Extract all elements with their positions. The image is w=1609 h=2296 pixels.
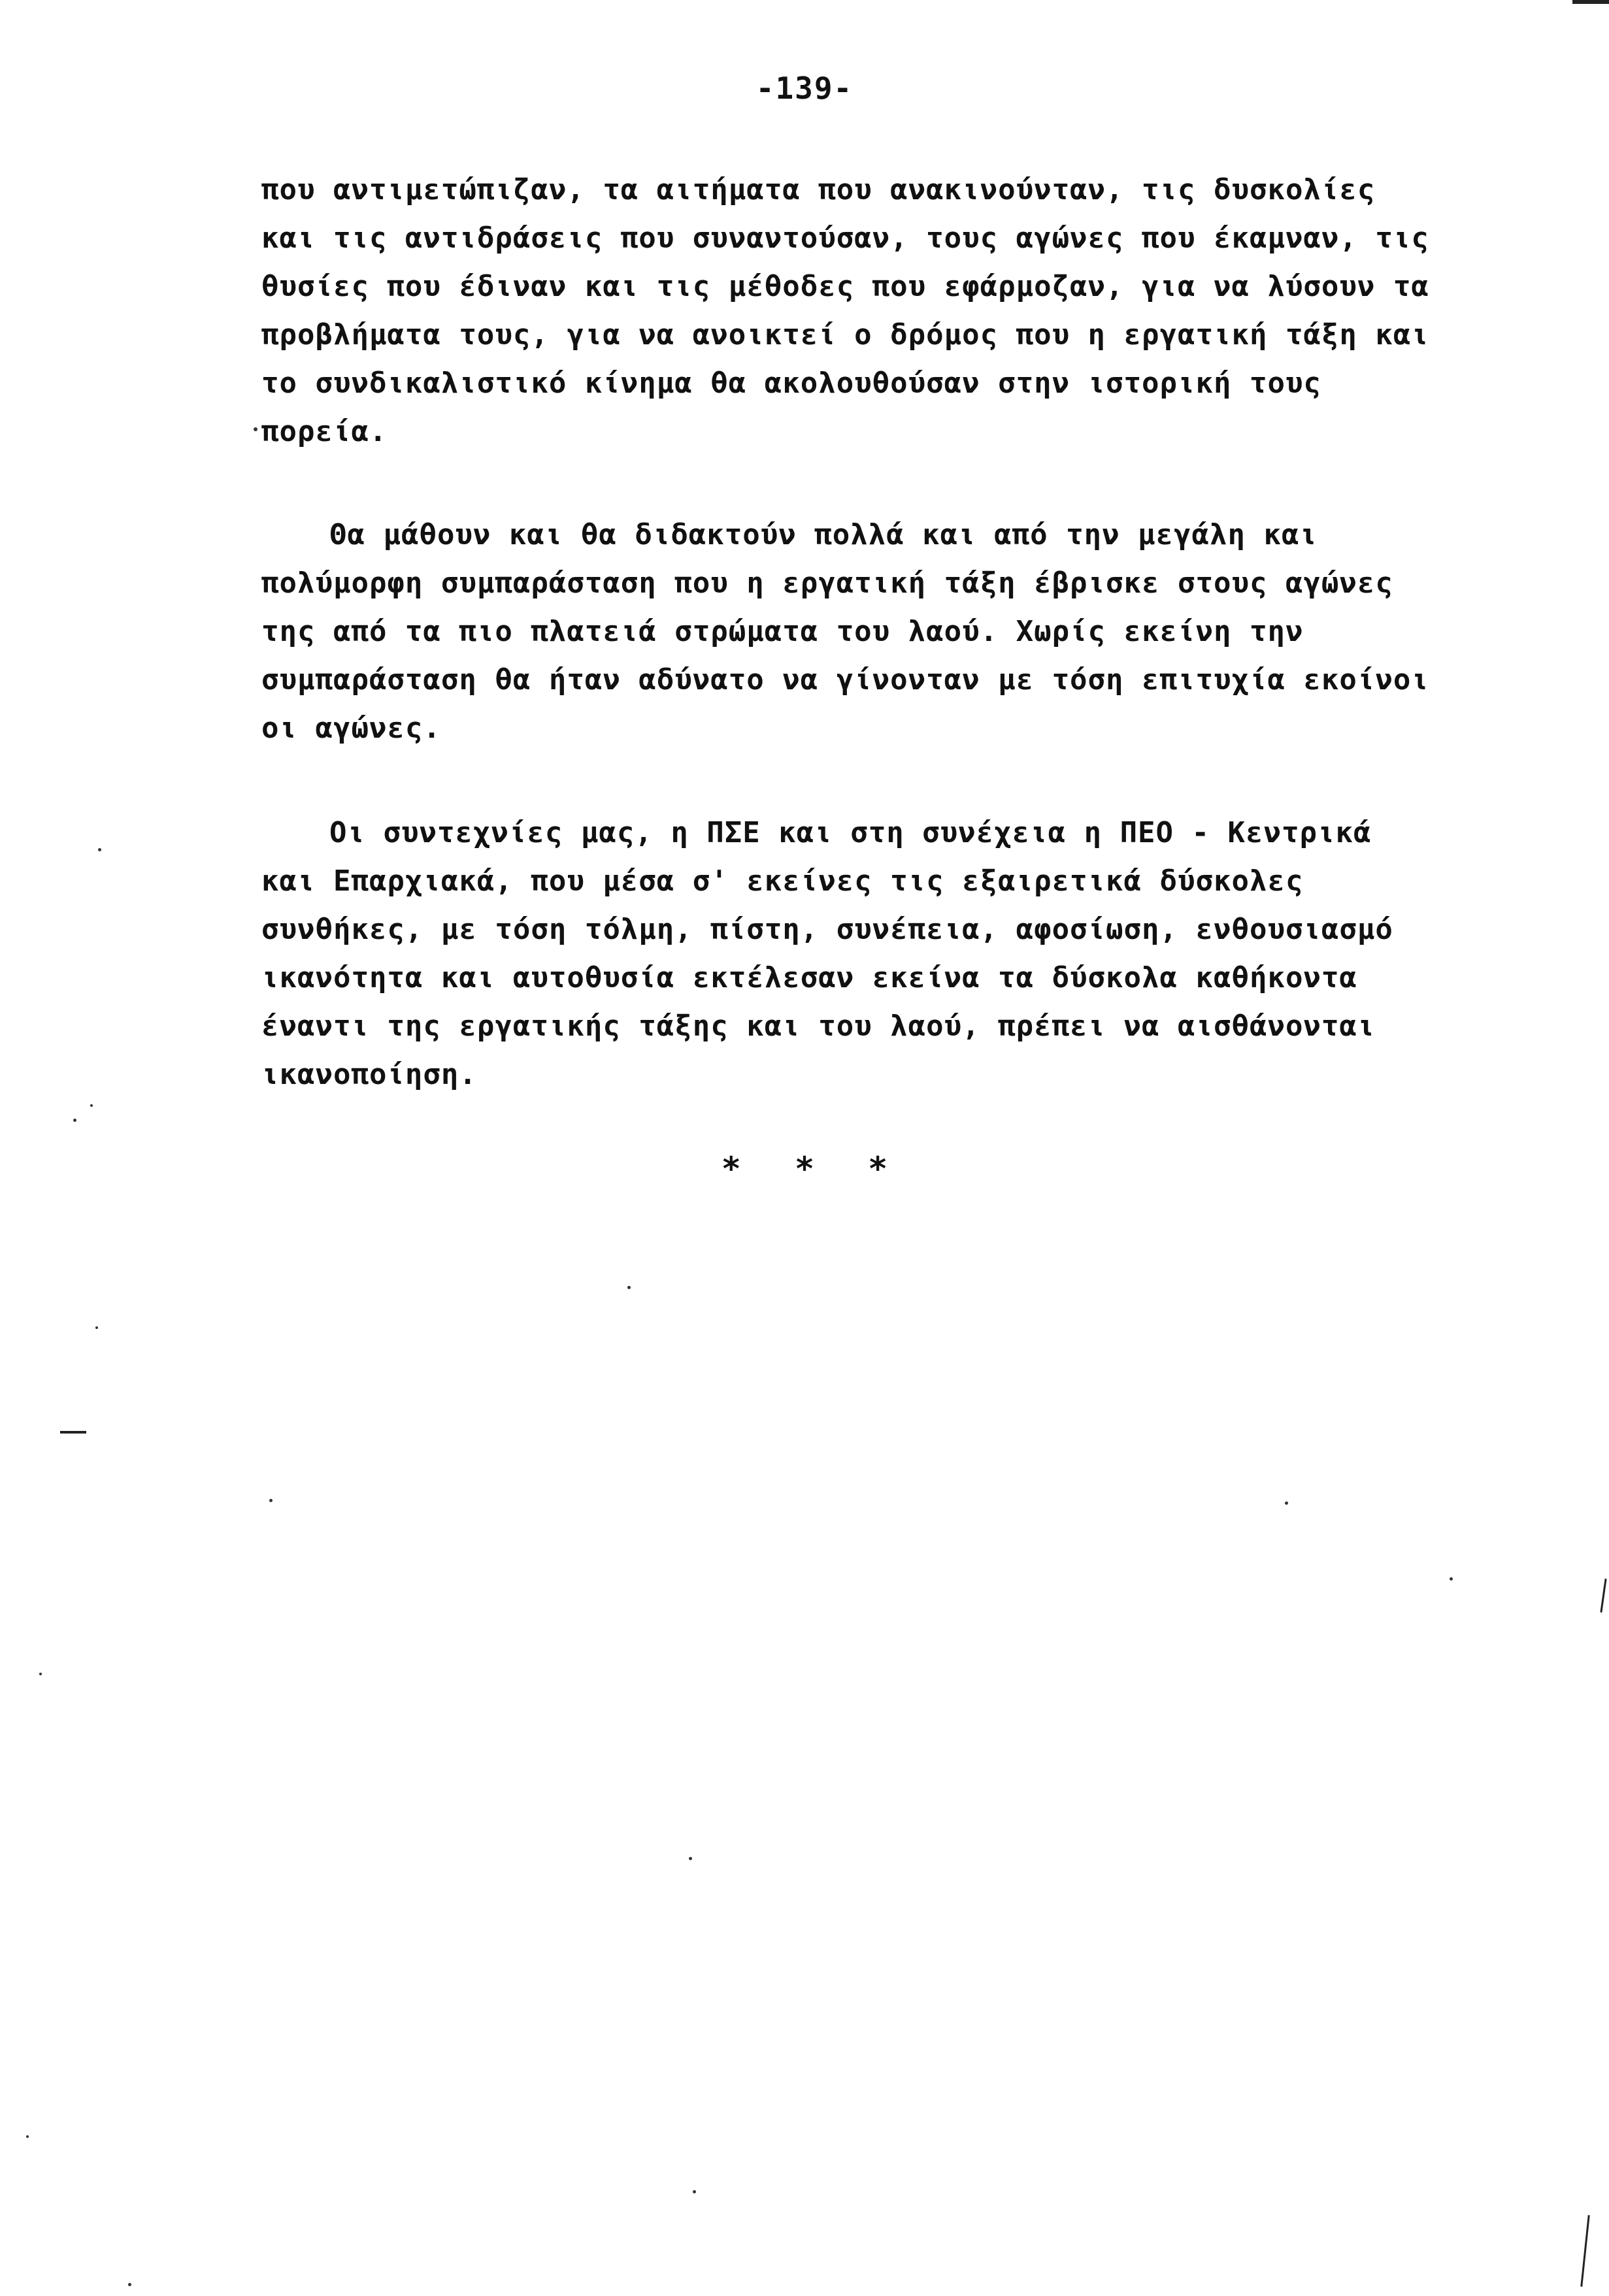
paragraph-line: έναντι της εργατικής τάξης και του λαού, πρέπει να αισθάνονται	[261, 1009, 1376, 1043]
scan-speck	[693, 2190, 696, 2193]
paragraph-3	[261, 809, 1393, 1099]
scan-speck	[627, 1286, 631, 1289]
paragraph-1	[261, 166, 1429, 456]
scan-speck	[26, 2135, 29, 2138]
paragraph-line: θυσίες που έδιναν και τις μέθοδες που εφάρμοζαν, για να λύσουν τα	[261, 270, 1429, 303]
scan-speck	[98, 848, 101, 851]
paragraph-line: Θα μάθουν και θα διδακτούν πολλά και από την μεγάλη και	[329, 518, 1318, 551]
scan-mark	[1580, 2215, 1589, 2287]
scan-speck	[90, 1104, 93, 1107]
scan-speck	[39, 1673, 42, 1675]
scan-mark	[1600, 1579, 1606, 1613]
paragraph-line: και τις αντιδράσεις που συναντούσαν, τους αγώνες που έκαμναν, τις	[261, 221, 1429, 255]
scan-speck	[73, 1119, 76, 1122]
paragraph-line: προβλήματα τους, για να ανοικτεί ο δρόμος που η εργατική τάξη και	[261, 318, 1429, 352]
scan-speck	[1285, 1501, 1288, 1505]
paragraph-line: το συνδικαλιστικό κίνημα θα ακολουθούσαν στην ιστορική τους	[261, 367, 1321, 400]
paragraph-line: ικανοποίηση.	[261, 1058, 477, 1091]
paragraph-line: συνθήκες, με τόση τόλμη, πίστη, συνέπεια, αφοσίωση, ενθουσιασμό	[261, 913, 1393, 946]
scan-speck	[128, 2283, 131, 2286]
scan-speck	[689, 1857, 692, 1860]
page-number: -139-	[755, 71, 854, 106]
paragraph-line: Οι συντεχνίες μας, η ΠΣΕ και στη συνέχεια η ΠΕΟ - Κεντρικά	[329, 816, 1372, 849]
scan-speck	[95, 1326, 98, 1329]
paragraph-line: της από τα πιο πλατειά στρώματα του λαού. Χωρίς εκείνη την	[261, 615, 1304, 648]
scan-mark	[1572, 0, 1609, 4]
paragraph-line: και Επαρχιακά, που μέσα σ' εκείνες τις εξαιρετικά δύσκολες	[261, 864, 1304, 898]
scan-speck	[269, 1499, 273, 1502]
section-separator: * * *	[721, 1150, 888, 1188]
paragraph-line: πολύμορφη συμπαράσταση που η εργατική τάξη έβρισκε στους αγώνες	[261, 566, 1393, 600]
scan-speck	[1450, 1577, 1453, 1581]
paragraph-line: οι αγώνες.	[261, 712, 441, 745]
scan-speck	[254, 427, 257, 431]
paragraph-line: ικανότητα και αυτοθυσία εκτέλεσαν εκείνα τα δύσκολα καθήκοντα	[261, 961, 1357, 994]
paragraph-line: συμπαράσταση θα ήταν αδύνατο να γίνονταν με τόση επιτυχία εκοίνοι	[261, 663, 1429, 697]
paragraph-2	[261, 511, 1429, 753]
paragraph-line: πορεία.	[261, 415, 388, 448]
scan-dash	[60, 1431, 86, 1434]
paragraph-line: που αντιμετώπιζαν, τα αιτήματα που ανακινούνταν, τις δυσκολίες	[261, 173, 1376, 206]
